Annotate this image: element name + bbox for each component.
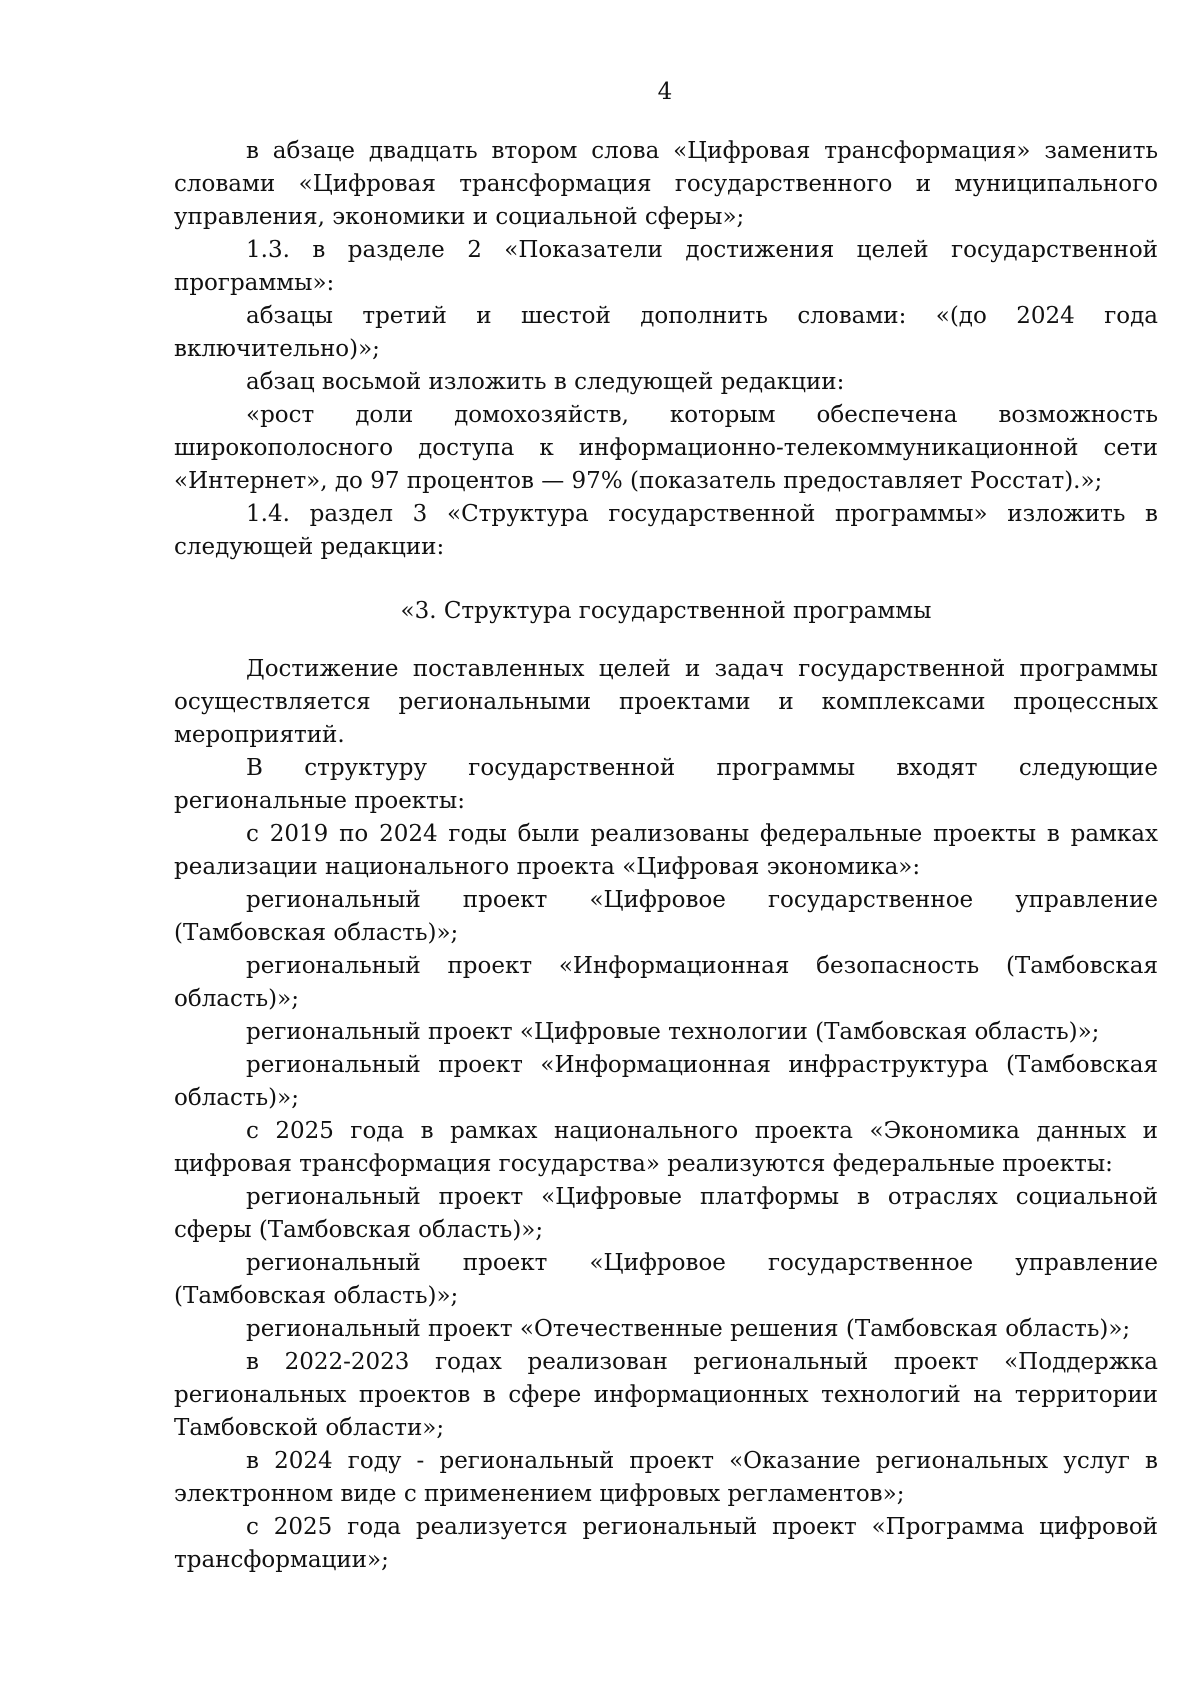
paragraph: в 2022-2023 годах реализован региональный проект «Поддержка региональных проектов в сфере информационных технологий на территории Тамбовской области»; [174,1349,1158,1441]
paragraph: региональный проект «Информационная инфраструктура (Тамбовская область)»; [174,1052,1158,1111]
paragraph: с 2025 года реализуется региональный проект «Программа цифровой трансформации»; [174,1514,1158,1573]
document-body [174,135,1158,1577]
page-number: 4 [657,79,673,105]
paragraph: «рост доли домохозяйств, которым обеспечена возможность широкополосного доступа к информационно-телекоммуникационной сети «Интернет», до 97 процентов — 97% (показатель предоставляет Росстат).»; [174,402,1158,494]
paragraph: с 2025 года в рамках национального проекта «Экономика данных и цифровая трансформация государства» реализуются федеральные проекты: [174,1118,1158,1177]
paragraph: региональный проект «Информационная безопасность (Тамбовская область)»; [174,953,1158,1012]
paragraph: с 2019 по 2024 годы были реализованы федеральные проекты в рамках реализации национального проекта «Цифровая экономика»: [174,821,1158,880]
paragraph: в абзаце двадцать втором слова «Цифровая трансформация» заменить словами «Цифровая трансформация государственного и муниципального управления, экономики и социальной сферы»; [174,138,1158,230]
paragraph: Достижение поставленных целей и задач государственной программы осуществляется региональными проектами и комплексами процессных мероприятий. [174,656,1158,748]
paragraph: региональный проект «Цифровые платформы в отраслях социальной сферы (Тамбовская область)»; [174,1184,1158,1243]
section-heading: «3. Структура государственной программы [400,598,932,624]
paragraph: абзац восьмой изложить в следующей редакции: [246,369,845,395]
paragraph: региональный проект «Отечественные решения (Тамбовская область)»; [246,1316,1131,1342]
paragraph: В структуру государственной программы входят следующие региональные проекты: [174,755,1158,814]
paragraph: 1.4. раздел 3 «Структура государственной программы» изложить в следующей редакции: [174,501,1158,560]
paragraph: абзацы третий и шестой дополнить словами: «(до 2024 года включительно)»; [174,303,1158,362]
paragraph: региональный проект «Цифровое государственное управление (Тамбовская область)»; [174,887,1158,946]
paragraph: в 2024 году - региональный проект «Оказание региональных услуг в электронном виде с применением цифровых регламентов»; [174,1448,1158,1507]
paragraph: региональный проект «Цифровое государственное управление (Тамбовская область)»; [174,1250,1158,1309]
paragraph: региональный проект «Цифровые технологии (Тамбовская область)»; [246,1019,1100,1045]
paragraph: 1.3. в разделе 2 «Показатели достижения целей государственной программы»: [174,237,1158,296]
